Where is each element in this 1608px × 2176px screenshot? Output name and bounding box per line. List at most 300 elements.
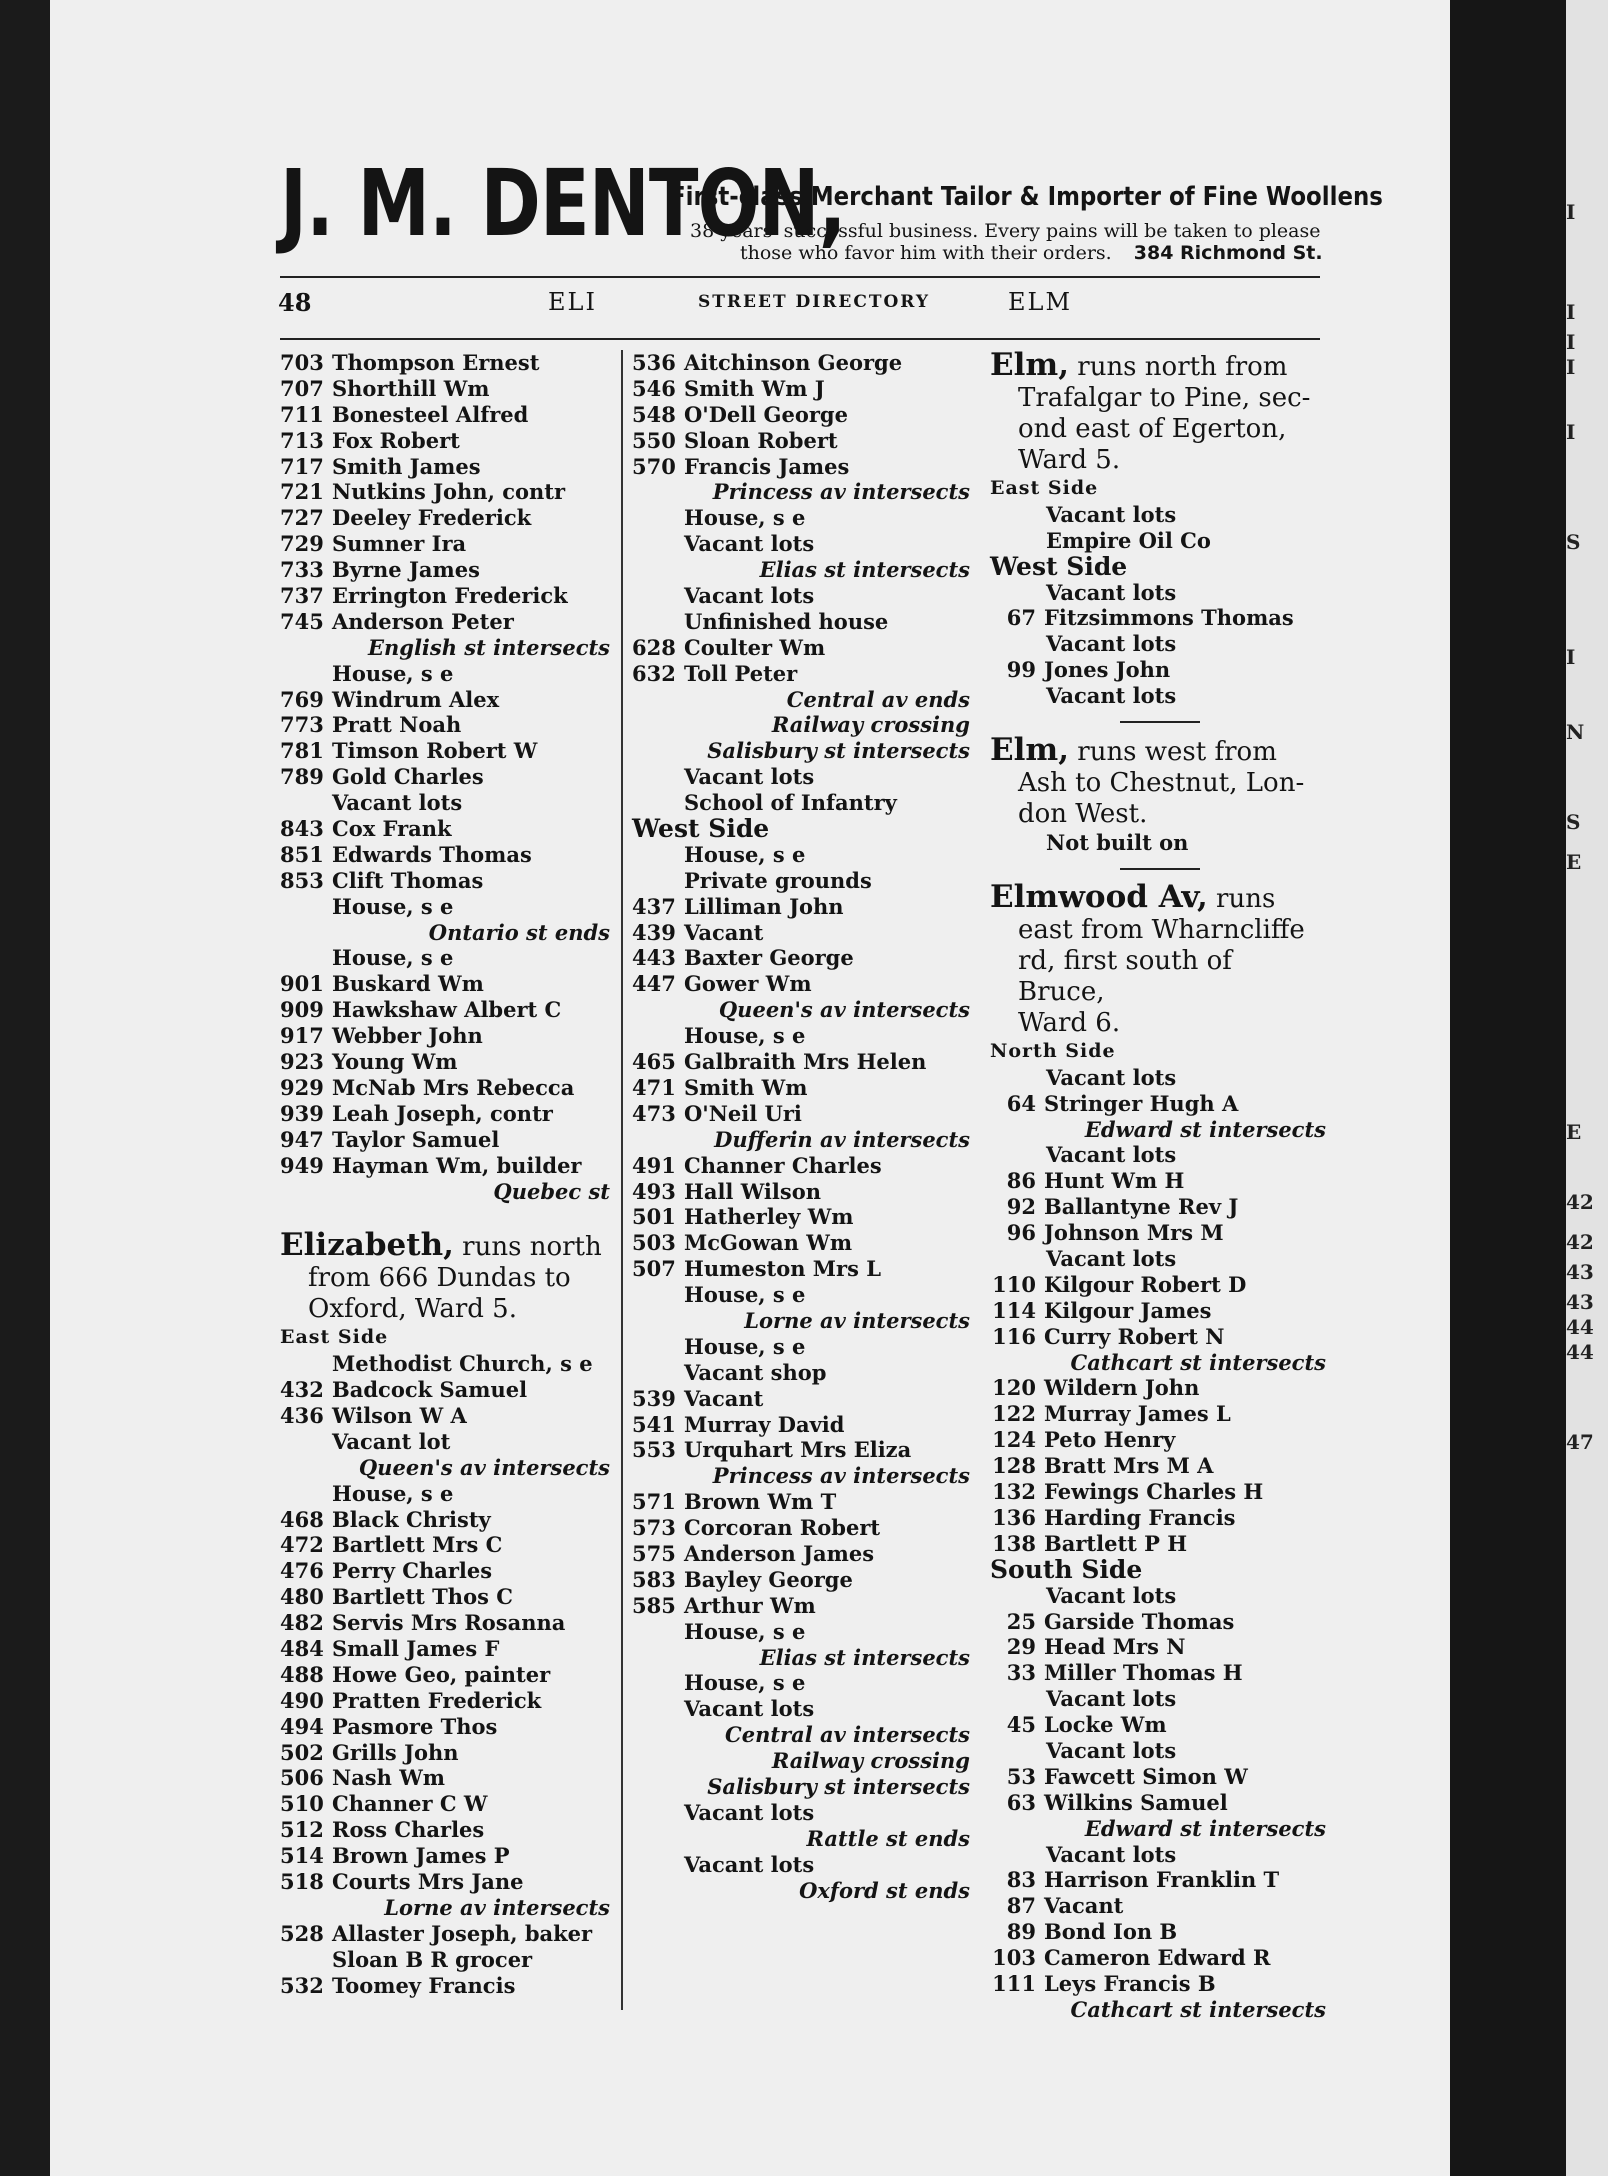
cross-street-note: Dufferin av intersects: [714, 1126, 970, 1152]
resident-name: Small James F: [332, 1635, 500, 1661]
directory-listing: [632, 635, 970, 661]
directory-column-3: [990, 347, 1326, 2023]
directory-listing: [280, 1714, 610, 1740]
house-number: 491: [632, 1152, 676, 1178]
directory-listing: [632, 1153, 970, 1179]
resident-name: Black Christy: [332, 1506, 491, 1532]
house-number: 432: [280, 1377, 324, 1403]
resident-name: Badcock Samuel: [332, 1377, 528, 1403]
cross-street-note: Elias st intersects: [759, 557, 970, 583]
edge-fragment: N: [1566, 720, 1585, 744]
house-number: 120: [992, 1375, 1036, 1401]
house-number: 465: [632, 1049, 676, 1075]
directory-listing: [280, 764, 610, 790]
house-number: 773: [280, 712, 324, 738]
property-note: Not built on: [1046, 830, 1189, 856]
directory-listing: [632, 1515, 970, 1541]
resident-name: Humeston Mrs L: [684, 1256, 882, 1282]
directory-listing: [990, 1712, 1326, 1738]
house-number: 550: [632, 427, 676, 453]
advertiser-line-2-wrap: [740, 242, 1323, 264]
resident-name: Hunt Wm H: [1044, 1168, 1185, 1194]
house-number: 484: [280, 1635, 324, 1661]
street-entry-heading: [280, 1227, 610, 1325]
house-number: 781: [280, 738, 324, 764]
house-number: 132: [992, 1479, 1036, 1505]
directory-listing: [280, 1153, 610, 1179]
header-rule-bottom: [280, 338, 1320, 340]
directory-listing: [280, 687, 610, 713]
house-number: 468: [280, 1506, 324, 1532]
directory-listing: [280, 402, 610, 428]
advertiser-line-2: those who favor him with their orders.: [740, 242, 1112, 264]
resident-name: Deeley Frederick: [332, 505, 532, 531]
cross-street-note: Railway crossing: [771, 1748, 970, 1774]
cross-street-note: Rattle st ends: [806, 1825, 970, 1851]
directory-listing: [280, 1377, 610, 1403]
directory-listing: [632, 1179, 970, 1205]
resident-name: Smith James: [332, 453, 481, 479]
resident-name: Brown James P: [332, 1843, 510, 1869]
resident-name: Wildern John: [1044, 1375, 1200, 1401]
directory-listing: [990, 657, 1326, 683]
edge-fragment: I: [1566, 645, 1576, 669]
house-number: 472: [280, 1532, 324, 1558]
cross-street-note: Edward st intersects: [1084, 1815, 1326, 1841]
house-number: 29: [1006, 1634, 1036, 1660]
house-number: 447: [632, 971, 676, 997]
directory-listing: [632, 1101, 970, 1127]
running-head: [278, 288, 1318, 318]
resident-name: Pratt Noah: [332, 712, 462, 738]
directory-listing: [280, 1817, 610, 1843]
cross-street-note: Elias st intersects: [759, 1644, 970, 1670]
edge-fragment: I: [1566, 420, 1576, 444]
house-number: 110: [992, 1271, 1036, 1297]
resident-name: Lilliman John: [684, 893, 844, 919]
section-rule: [990, 709, 1326, 735]
edge-fragment: I: [1566, 330, 1576, 354]
house-number: 480: [280, 1584, 324, 1610]
house-number: 939: [280, 1100, 324, 1126]
cross-street-note: Lorne av intersects: [744, 1307, 970, 1333]
house-number: 502: [280, 1739, 324, 1765]
house-number: 490: [280, 1687, 324, 1713]
running-head-left-key: ELI: [548, 288, 597, 316]
house-number: 851: [280, 841, 324, 867]
directory-listing: [990, 1867, 1326, 1893]
resident-name: Johnson Mrs M: [1044, 1220, 1224, 1246]
resident-name: Timson Robert W: [332, 738, 538, 764]
cross-street-note: Central av ends: [786, 686, 970, 712]
directory-listing: [632, 376, 970, 402]
house-number: 471: [632, 1074, 676, 1100]
side-heading: West Side: [990, 551, 1128, 581]
property-note: House, s e: [684, 505, 806, 531]
resident-name: Nutkins John, contr: [332, 479, 566, 505]
house-number: 541: [632, 1411, 676, 1437]
directory-listing: [280, 1049, 610, 1075]
house-number: 45: [1006, 1712, 1036, 1738]
house-number: 632: [632, 660, 676, 686]
cross-street-note: Cathcart st intersects: [1070, 1996, 1326, 2022]
property-note: House, s e: [684, 1333, 806, 1359]
street-description-line: runs west from: [1069, 737, 1277, 768]
edge-fragment: 42: [1566, 1190, 1594, 1214]
resident-name: Hayman Wm, builder: [332, 1152, 582, 1178]
property-note: Vacant lot: [332, 1428, 451, 1454]
resident-name: Arthur Wm: [684, 1592, 816, 1618]
resident-name: Vacant: [1044, 1893, 1124, 1919]
house-number: 929: [280, 1074, 324, 1100]
running-head-title: STREET DIRECTORY: [698, 292, 931, 312]
resident-name: Gold Charles: [332, 764, 484, 790]
page-number: 48: [278, 288, 312, 317]
house-number: 25: [1006, 1608, 1036, 1634]
street-name: Elm,: [990, 732, 1069, 769]
directory-listing: [280, 738, 610, 764]
cross-street-note: Princess av intersects: [712, 479, 970, 505]
house-number: 439: [632, 919, 676, 945]
directory-listing: [280, 1558, 610, 1584]
directory-listing: [280, 1023, 610, 1049]
resident-name: Bartlett Thos C: [332, 1584, 513, 1610]
cross-street-note: Lorne av intersects: [384, 1894, 610, 1920]
property-note: Vacant lots: [1046, 1841, 1177, 1867]
directory-listing: [632, 1437, 970, 1463]
house-number: 473: [632, 1100, 676, 1126]
directory-listing: [990, 1272, 1326, 1298]
cross-street-note: Oxford st ends: [799, 1877, 970, 1903]
directory-listing: [280, 1584, 610, 1610]
directory-listing: [280, 1791, 610, 1817]
resident-name: Toomey Francis: [332, 1972, 516, 1998]
directory-listing: [280, 1973, 610, 1999]
directory-listing: [280, 1610, 610, 1636]
resident-name: Leys Francis B: [1044, 1970, 1216, 1996]
house-number: 501: [632, 1204, 676, 1230]
directory-listing: [280, 505, 610, 531]
property-note: Vacant lots: [684, 531, 815, 557]
house-number: 33: [1006, 1660, 1036, 1686]
house-number: 437: [632, 893, 676, 919]
house-number: 917: [280, 1023, 324, 1049]
header-rule-top: [280, 276, 1320, 278]
street-description-line: Trafalgar to Pine, sec-: [1018, 383, 1311, 413]
side-heading-caps: East Side: [990, 477, 1099, 499]
property-note: Vacant lots: [684, 583, 815, 609]
cross-street-note: Quebec st: [493, 1178, 610, 1204]
directory-listing: [280, 557, 610, 583]
house-number: 114: [992, 1297, 1036, 1323]
side-heading: South Side: [990, 1554, 1143, 1584]
property-note: House, s e: [332, 945, 454, 971]
street-entry-heading: [990, 347, 1326, 476]
directory-listing: [280, 1101, 610, 1127]
property-note: Vacant lots: [1046, 1582, 1177, 1608]
house-number: 923: [280, 1049, 324, 1075]
cross-street-note: Princess av intersects: [712, 1463, 970, 1489]
edge-fragment: I: [1566, 300, 1576, 324]
resident-name: Edwards Thomas: [332, 841, 532, 867]
property-note: School of Infantry: [684, 790, 897, 816]
directory-listing: [632, 1567, 970, 1593]
house-number: 713: [280, 427, 324, 453]
resident-name: Ross Charles: [332, 1817, 485, 1843]
resident-name: Harding Francis: [1044, 1504, 1236, 1530]
property-note: House, s e: [684, 1282, 806, 1308]
house-number: 86: [1006, 1168, 1036, 1194]
directory-listing: [280, 997, 610, 1023]
directory-listing: [280, 428, 610, 454]
edge-fragment: 47: [1566, 1430, 1594, 1454]
directory-listing: [280, 376, 610, 402]
advertiser-line-1: 38 years' successful business. Every pains will be taken to please: [690, 220, 1321, 242]
house-number: 901: [280, 971, 324, 997]
directory-listing: [990, 1893, 1326, 1919]
house-number: 853: [280, 867, 324, 893]
resident-name: Grills John: [332, 1739, 459, 1765]
house-number: 512: [280, 1817, 324, 1843]
column-divider: [621, 350, 623, 2010]
house-number: 99: [1006, 657, 1036, 683]
house-number: 124: [992, 1427, 1036, 1453]
directory-listing: [632, 1541, 970, 1567]
street-name: Elizabeth,: [280, 1227, 454, 1264]
resident-name: Kilgour Robert D: [1044, 1271, 1247, 1297]
directory-listing: [990, 1194, 1326, 1220]
directory-listing: [632, 1049, 970, 1075]
directory-listing: [632, 428, 970, 454]
directory-listing: [990, 1091, 1326, 1117]
directory-listing: [632, 350, 970, 376]
side-heading: West Side: [632, 814, 770, 844]
property-note: Vacant lots: [1046, 1142, 1177, 1168]
street-entry-heading: [990, 878, 1326, 1039]
property-note: Vacant lots: [1046, 683, 1177, 709]
house-number: 717: [280, 453, 324, 479]
house-number: 721: [280, 479, 324, 505]
cross-street-note: Queen's av intersects: [358, 1454, 610, 1480]
directory-listing: [280, 1843, 610, 1869]
resident-name: Galbraith Mrs Helen: [684, 1049, 927, 1075]
property-note: House, s e: [332, 660, 454, 686]
directory-listing: [632, 454, 970, 480]
directory-listing: [280, 583, 610, 609]
directory-listing: [280, 1740, 610, 1766]
house-number: 628: [632, 634, 676, 660]
house-number: 514: [280, 1843, 324, 1869]
property-note: Empire Oil Co: [1046, 527, 1211, 553]
resident-name: Leah Joseph, contr: [332, 1100, 553, 1126]
resident-name: Bratt Mrs M A: [1044, 1453, 1214, 1479]
resident-name: Howe Geo, painter: [332, 1661, 551, 1687]
directory-listing: [632, 971, 970, 997]
house-number: 571: [632, 1489, 676, 1515]
property-note: Vacant lots: [1046, 1686, 1177, 1712]
directory-listing: [990, 1634, 1326, 1660]
directory-listing: [632, 1386, 970, 1412]
directory-listing: [990, 1945, 1326, 1971]
street-description-line: Ash to Chestnut, Lon-: [1018, 768, 1305, 799]
resident-name: Coulter Wm: [684, 634, 826, 660]
resident-name: Servis Mrs Rosanna: [332, 1610, 566, 1636]
street-description-line: east from Wharncliffe: [1018, 914, 1305, 945]
resident-name: Channer Charles: [684, 1152, 882, 1178]
resident-name: Courts Mrs Jane: [332, 1868, 524, 1894]
resident-name: Hawkshaw Albert C: [332, 997, 562, 1023]
house-number: 494: [280, 1713, 324, 1739]
directory-listing: [632, 1256, 970, 1282]
directory-listing: [632, 661, 970, 687]
house-number: 947: [280, 1126, 324, 1152]
directory-listing: [280, 1403, 610, 1429]
property-note: House, s e: [684, 1670, 806, 1696]
resident-name: Corcoran Robert: [684, 1515, 881, 1541]
house-number: 733: [280, 557, 324, 583]
directory-listing: [990, 1505, 1326, 1531]
resident-name: Brown Wm T: [684, 1489, 837, 1515]
resident-name: Anderson James: [684, 1540, 875, 1566]
house-number: 737: [280, 583, 324, 609]
resident-name: Francis James: [684, 453, 850, 479]
directory-listing: [632, 402, 970, 428]
edge-fragment: S: [1566, 530, 1581, 554]
property-note: House, s e: [684, 1618, 806, 1644]
property-note: House, s e: [684, 1023, 806, 1049]
directory-listing: [280, 712, 610, 738]
house-number: 503: [632, 1230, 676, 1256]
directory-listing: [280, 1507, 610, 1533]
resident-name: Fawcett Simon W: [1044, 1763, 1248, 1789]
resident-name: Windrum Alex: [332, 686, 500, 712]
edge-fragment: 43: [1566, 1290, 1594, 1314]
house-number: 138: [992, 1530, 1036, 1556]
street-name: Elm,: [990, 347, 1069, 383]
resident-name: Taylor Samuel: [332, 1126, 500, 1152]
house-number: 476: [280, 1558, 324, 1584]
house-number: 585: [632, 1592, 676, 1618]
house-number: 64: [1006, 1090, 1036, 1116]
house-number: 87: [1006, 1893, 1036, 1919]
resident-name: Nash Wm: [332, 1765, 446, 1791]
house-number: 53: [1006, 1763, 1036, 1789]
resident-name: Young Wm: [332, 1049, 458, 1075]
cross-street-note: Salisbury st intersects: [707, 1773, 970, 1799]
directory-listing: [990, 1764, 1326, 1790]
resident-name: Vacant: [684, 919, 764, 945]
resident-name: Bayley George: [684, 1566, 853, 1592]
house-number: 536: [632, 350, 676, 375]
directory-listing: [990, 1168, 1326, 1194]
house-number: 507: [632, 1256, 676, 1282]
resident-name: Hall Wilson: [684, 1178, 821, 1204]
advertiser-headline: First-class Merchant Tailor & Importer of Fine Woollens: [670, 182, 1383, 212]
house-number: 528: [280, 1920, 324, 1946]
side-heading-caps: North Side: [990, 1039, 1116, 1062]
adjacent-page-edge: [1566, 0, 1608, 2176]
directory-listing: [280, 1921, 610, 1947]
resident-name: Byrne James: [332, 557, 480, 583]
house-number: 703: [280, 350, 324, 375]
directory-listing: [280, 609, 610, 635]
property-note: Vacant lots: [332, 790, 463, 816]
house-number: 128: [992, 1453, 1036, 1479]
house-number: 136: [992, 1504, 1036, 1530]
directory-listing: [280, 1075, 610, 1101]
house-number: 83: [1006, 1867, 1036, 1893]
house-number: 122: [992, 1401, 1036, 1427]
house-number: 570: [632, 453, 676, 479]
house-number: 727: [280, 505, 324, 531]
property-note: Vacant lots: [1046, 579, 1177, 605]
directory-listing: [280, 531, 610, 557]
house-number: 553: [632, 1437, 676, 1463]
edge-fragment: E: [1566, 1120, 1582, 1144]
directory-listing: [990, 1609, 1326, 1635]
directory-listing: [990, 1453, 1326, 1479]
resident-name: Webber John: [332, 1023, 483, 1049]
directory-listing: [990, 1427, 1326, 1453]
house-number: 443: [632, 945, 676, 971]
cross-street-note: Central av intersects: [725, 1722, 970, 1748]
edge-fragment: 43: [1566, 1260, 1594, 1284]
directory-listing: [990, 1220, 1326, 1246]
resident-name: Baxter George: [684, 945, 854, 971]
directory-listing: [632, 1593, 970, 1619]
house-number: 711: [280, 401, 324, 427]
house-number: 707: [280, 375, 324, 401]
street-description-line: runs north from: [1069, 352, 1288, 382]
directory-listing: [280, 868, 610, 894]
street-description-line: ond east of Egerton,: [1018, 414, 1287, 444]
house-number: 729: [280, 531, 324, 557]
house-number: 909: [280, 997, 324, 1023]
resident-name: Head Mrs N: [1044, 1634, 1186, 1660]
house-number: 116: [992, 1323, 1036, 1349]
resident-name: Curry Robert N: [1044, 1323, 1225, 1349]
edge-fragment: 44: [1566, 1340, 1594, 1364]
property-note: Vacant lots: [1046, 631, 1177, 657]
house-number: 745: [280, 608, 324, 634]
house-number: 111: [992, 1970, 1036, 1996]
resident-name: Hatherley Wm: [684, 1204, 854, 1230]
house-number: 436: [280, 1402, 324, 1428]
directory-listing: [632, 894, 970, 920]
house-number: 63: [1006, 1789, 1036, 1815]
street-entry-heading: [990, 732, 1326, 830]
directory-listing: [990, 1479, 1326, 1505]
directory-listing: [280, 479, 610, 505]
resident-name: Stringer Hugh A: [1044, 1090, 1239, 1116]
street-description-line: don West.: [1018, 799, 1148, 830]
resident-name: Murray James L: [1044, 1401, 1231, 1427]
directory-listing: [280, 1532, 610, 1558]
cross-street-note: Cathcart st intersects: [1070, 1349, 1326, 1375]
resident-name: Sumner Ira: [332, 531, 467, 557]
street-description-line: rd, first south of Bruce,: [1018, 945, 1232, 1007]
resident-name: Toll Peter: [684, 660, 798, 686]
resident-name: McNab Mrs Rebecca: [332, 1074, 575, 1100]
house-number: 789: [280, 764, 324, 790]
resident-name: O'Neil Uri: [684, 1100, 802, 1126]
cross-street-note: Railway crossing: [771, 712, 970, 738]
edge-fragment: E: [1566, 850, 1582, 874]
resident-name: Vacant: [684, 1385, 764, 1411]
resident-name: Garside Thomas: [1044, 1608, 1235, 1634]
directory-listing: [632, 920, 970, 946]
resident-name: Kilgour James: [1044, 1297, 1212, 1323]
